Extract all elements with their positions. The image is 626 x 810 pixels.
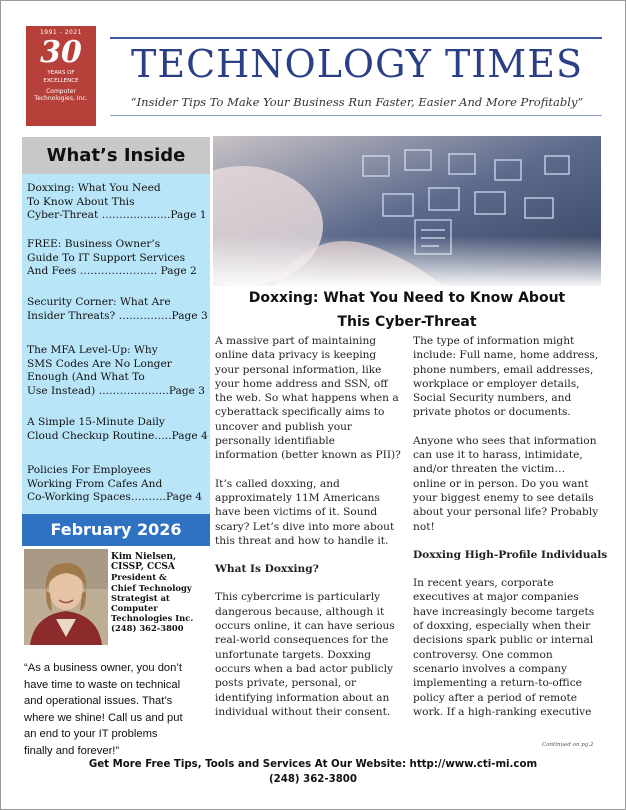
footer	[0, 757, 626, 787]
toc-line: Policies For Employees	[27, 464, 152, 476]
text-line: about your personal life? Probably	[413, 506, 599, 519]
text-line: your personal information, like	[215, 363, 382, 376]
issue-month: February 2026	[22, 514, 210, 546]
text-line: Anyone who sees that information	[413, 434, 597, 447]
toc-line: The MFA Level-Up: Why	[27, 344, 158, 356]
text-line: cyberattack specifically aims to	[215, 406, 385, 419]
quote-line: where we shine! Call us and put	[24, 711, 183, 724]
toc-line: Cloud Checkup Routine…..Page 4	[27, 429, 208, 442]
text-line: private photos or documents.	[413, 406, 571, 419]
footer-website-line[interactable]: Get More Free Tips, Tools and Services At Our Website: http://www.cti-mi.com	[88, 759, 538, 770]
text-line: identifying information about an	[215, 691, 390, 704]
text-line: posts private, personal, or	[215, 677, 357, 690]
text-line: Social Security numbers, and	[413, 392, 572, 405]
section-heading: Doxxing High-Profile Individuals	[413, 548, 608, 561]
quote-line: “As a business owner, you don’t	[24, 662, 182, 674]
toc-line: A Simple 15-Minute Daily	[27, 416, 165, 428]
headline-line: This Cyber-Threat	[337, 314, 477, 330]
quote-line: an end to your IT problems	[24, 728, 158, 741]
text-line: individual without their consent.	[215, 705, 391, 718]
text-line: occurs online, it can have serious	[215, 620, 395, 633]
continued-note: Continued on pg.2	[542, 742, 594, 748]
logo-subtitle-2: EXCELLENCE	[43, 78, 79, 84]
toc-item[interactable]	[27, 416, 209, 443]
text-line: policy after a period of remote	[413, 691, 578, 704]
toc-item[interactable]	[27, 344, 209, 398]
author-bio	[111, 552, 211, 634]
toc-item[interactable]	[27, 464, 209, 505]
text-line: not!	[413, 520, 435, 533]
text-line: your home address and SSN, off	[215, 377, 388, 390]
text-line: and/or threaten the victim…	[413, 463, 566, 476]
section-heading: What Is Doxxing?	[215, 563, 319, 576]
text-line: personally identifiable	[215, 435, 335, 448]
logo-years: 1991 - 2021	[39, 29, 83, 36]
logo-company-2: Technologies, Inc.	[34, 95, 88, 102]
quote-line: finally and forever!”	[24, 744, 120, 757]
text-line: phone numbers, email addresses,	[413, 363, 594, 376]
text-line: your biggest enemy to see details	[413, 491, 594, 504]
text-line: dangerous because, although it	[215, 605, 385, 618]
article-column-left	[215, 334, 405, 719]
text-line: have increasingly become targets	[413, 605, 595, 618]
quote-line: have time to waste on technical	[24, 678, 181, 691]
footer-phone: (248) 362-3800	[269, 774, 357, 785]
text-line: work. If a high-ranking executive	[413, 705, 592, 718]
toc-item[interactable]	[27, 238, 209, 279]
text-line: approximately 11M Americans	[215, 491, 380, 504]
text-line: can use it to harass, intimidate,	[413, 449, 583, 462]
text-line: decisions spark public or internal	[413, 634, 594, 647]
toc-line: Use Instead) ………………..Page 3	[27, 384, 205, 397]
logo-company-1: Computer	[46, 88, 76, 95]
text-line: scenario involves a company	[413, 662, 567, 675]
text-line: This cybercrime is particularly	[215, 591, 381, 604]
newsletter-tagline: “Insider Tips To Make Your Business Run Faster, Easier And More Profitably”	[130, 95, 584, 109]
toc-item[interactable]	[27, 296, 209, 323]
text-line: unfortunate targets. Doxxing	[215, 648, 372, 661]
author-name: Kim Nielsen,	[111, 552, 177, 562]
text-line: information (better known as PII)?	[215, 449, 401, 462]
author-credentials: CISSP, CCSA	[111, 562, 175, 573]
toc-line: Security Corner: What Are	[27, 296, 171, 308]
toc-line: Insider Threats? ……………Page 3	[27, 309, 208, 322]
toc-line: Working From Cafes And	[27, 477, 163, 490]
text-line: scary? Let’s dive into more about	[215, 520, 395, 533]
text-line: online or in person. Do you want	[413, 477, 589, 490]
text-line: this threat and how to handle it.	[215, 534, 389, 547]
author-role: Strategist at	[111, 592, 170, 603]
text-line: controversy. One common	[413, 648, 553, 661]
anniversary-logo	[26, 26, 96, 126]
text-line: implementing a return-to-office	[413, 677, 582, 690]
text-line: executives at major companies	[413, 591, 579, 604]
author-company: Computer	[111, 603, 158, 614]
text-line: workplace or employer details,	[413, 377, 580, 390]
newsletter-title: TECHNOLOGY TIMES	[131, 42, 583, 86]
masthead-rule-top	[110, 37, 602, 39]
toc-line: SMS Codes Are No Longer	[27, 357, 172, 370]
text-line: uncover and publish your	[215, 420, 352, 433]
toc-line: FREE: Business Owner’s	[27, 238, 161, 250]
text-line: have been victims of it. Sound	[215, 506, 378, 519]
whats-inside-heading: What’s Inside	[22, 137, 210, 174]
masthead-rule-bottom	[110, 115, 602, 116]
toc-line: Guide To IT Support Services	[27, 251, 186, 264]
headline-line: Doxxing: What You Need to Know About	[248, 290, 566, 306]
author-photo	[24, 549, 108, 645]
toc-line: Doxxing: What You Need	[27, 182, 161, 194]
text-line: real-world consequences for the	[215, 634, 389, 647]
logo-number: 30	[40, 35, 82, 70]
toc-line: And Fees …………………. Page 2	[27, 265, 197, 277]
text-line: occurs when a bad actor publicly	[215, 662, 393, 675]
quote-line: and operational issues. That’s	[24, 695, 173, 708]
author-quote	[24, 660, 214, 760]
hero-image	[213, 136, 601, 286]
text-line: In recent years, corporate	[413, 577, 554, 590]
text-line: include: Full name, home address,	[413, 349, 599, 362]
text-line: online data privacy is keeping	[215, 349, 377, 362]
toc-line: To Know About This	[27, 195, 135, 208]
text-line: the web. So what happens when a	[215, 392, 399, 405]
text-line: The type of information might	[413, 335, 575, 347]
toc-line: Co-Working Spaces……….Page 4	[27, 491, 203, 503]
logo-subtitle-1: YEARS OF	[47, 70, 75, 76]
article-headline	[213, 286, 601, 334]
toc-line: Cyber-Threat ………...........Page 1	[27, 209, 207, 221]
text-line: A massive part of maintaining	[215, 335, 377, 347]
author-role: Chief Technology	[111, 582, 192, 593]
author-company: Technologies Inc.	[111, 613, 194, 624]
text-line: of doxxing, especially when their	[413, 620, 591, 633]
article-column-right	[413, 334, 608, 719]
author-phone: (248) 362-3800	[111, 623, 184, 634]
toc-line: Enough (And What To	[27, 371, 145, 383]
table-of-contents	[22, 174, 210, 514]
toc-item[interactable]	[27, 182, 209, 223]
text-line: It’s called doxxing, and	[215, 477, 340, 490]
author-role: President &	[111, 572, 167, 583]
